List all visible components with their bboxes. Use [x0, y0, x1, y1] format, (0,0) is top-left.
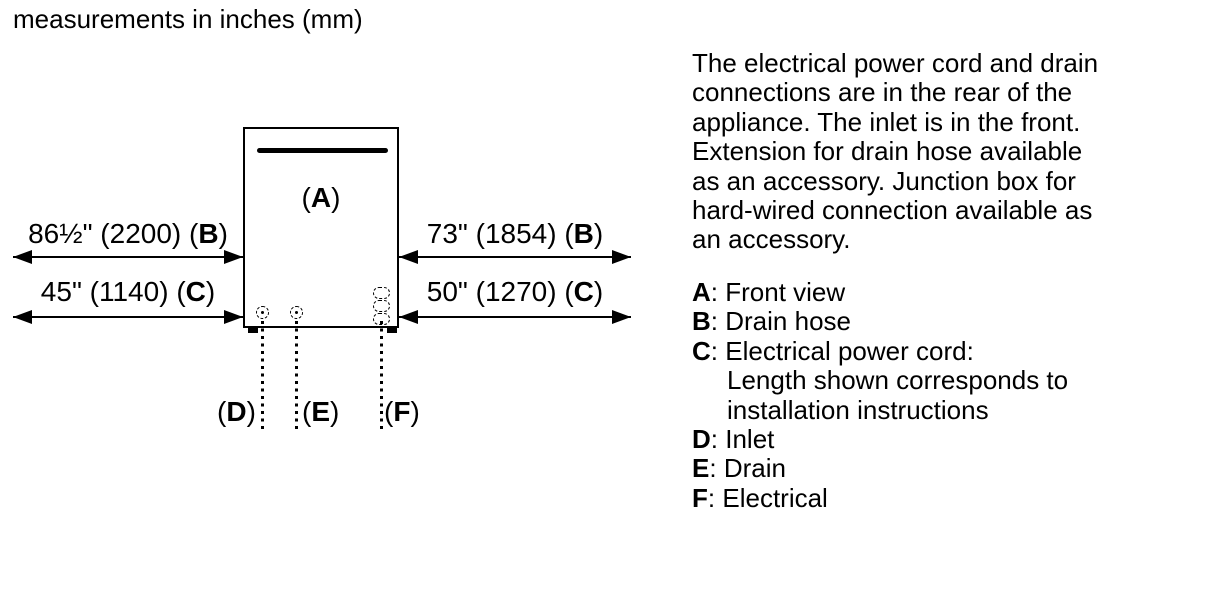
legend-item-d: [692, 425, 1068, 454]
appliance-label-a: [245, 182, 397, 214]
paren-close: ): [246, 396, 256, 427]
paren-close: ): [593, 218, 604, 249]
paren-close: ): [330, 396, 340, 427]
paren-open: (: [302, 396, 312, 427]
dimension-value: 73" (1854): [426, 218, 557, 249]
paren-open: (: [301, 182, 311, 213]
legend-key: A: [692, 277, 711, 307]
inlet-connector-dot: [261, 311, 264, 314]
note-line: an accessory.: [692, 224, 851, 255]
legend-key: F: [692, 482, 708, 513]
dimension-letter: C: [573, 276, 594, 307]
drain-connector-icon: [290, 306, 303, 319]
legend-text: Drain: [723, 453, 786, 484]
legend-key: B: [692, 306, 711, 337]
inlet-connector-icon: [256, 306, 269, 319]
legend-separator: :: [710, 424, 719, 455]
dimension-value: 45" (1140): [40, 276, 169, 307]
page-title: measurements in inches (mm): [13, 4, 363, 34]
inlet-dotted-line: [261, 321, 264, 433]
legend-item-c-continuation: installation instructions: [727, 394, 989, 425]
legend-separator: :: [709, 453, 717, 484]
legend-item-e: [692, 454, 1068, 483]
dimension-label-drain-hose-left: [13, 220, 243, 248]
legend-list: [692, 278, 1068, 513]
drain-dotted-line: [295, 321, 298, 433]
dimension-label-drain-hose-right: [399, 220, 631, 248]
note-line: The electrical power cord and drain: [692, 48, 1099, 78]
port-label-inlet: [217, 398, 256, 426]
legend-key: E: [692, 453, 710, 484]
note-line: as an accessory. Junction box for: [692, 165, 1076, 196]
paren-open: (: [189, 218, 199, 249]
paren-close: ): [331, 182, 341, 213]
paren-open: (: [564, 276, 574, 307]
dimension-value: 86½" (2200): [28, 218, 182, 249]
dimension-letter: B: [198, 218, 219, 249]
dimension-arrow-drain-hose-left: [13, 256, 243, 258]
legend-item-c-continuation: Length shown corresponds to: [727, 365, 1069, 396]
legend-item-b: [692, 307, 1068, 336]
electrical-dotted-line: [380, 321, 383, 433]
legend-separator: :: [710, 306, 719, 337]
paren-open: (: [176, 276, 186, 307]
note-line: appliance. The inlet is in the front.: [692, 106, 1081, 137]
paren-close: ): [205, 276, 216, 307]
dimension-arrow-drain-hose-right: [399, 256, 631, 258]
paren-close: ): [410, 396, 420, 427]
dimension-arrow-power-cord-right: [399, 316, 631, 318]
legend-separator: :: [710, 335, 719, 366]
note-line: Extension for drain hose available: [692, 136, 1083, 167]
dimension-label-power-cord-right: [399, 278, 631, 306]
port-label-drain: [302, 398, 339, 426]
port-letter: D: [226, 396, 247, 427]
note-paragraph: [692, 49, 1098, 255]
drain-connector-dot: [295, 311, 298, 314]
paren-close: ): [218, 218, 228, 249]
legend-separator: :: [707, 482, 716, 513]
paren-open: (: [384, 396, 394, 427]
legend-separator: :: [710, 277, 719, 307]
legend-text: Drain hose: [725, 306, 851, 337]
dimension-letter: C: [185, 276, 206, 307]
port-letter: F: [393, 396, 411, 427]
legend-item-f: [692, 484, 1068, 513]
note-line: connections are in the rear of the: [692, 77, 1073, 108]
appliance-foot-right: [387, 328, 397, 333]
door-handle-bar-icon: [257, 148, 388, 153]
port-label-electrical: [384, 398, 420, 426]
dimension-arrow-power-cord-left: [13, 316, 243, 318]
dimension-letter: B: [573, 218, 594, 249]
paren-close: ): [593, 276, 604, 307]
legend-key: C: [692, 335, 711, 366]
legend-text: Inlet: [725, 424, 775, 455]
legend-item-a: [692, 278, 1068, 307]
legend-text: Electrical power cord:: [725, 335, 974, 366]
dimension-value: 50" (1270): [426, 276, 557, 307]
legend-text: Front view: [725, 277, 846, 307]
appliance-letter: A: [310, 182, 332, 213]
port-letter: E: [311, 396, 331, 427]
paren-open: (: [217, 396, 227, 427]
dimension-label-power-cord-left: [13, 278, 243, 306]
legend-key: D: [692, 424, 711, 455]
legend-item-c: [692, 337, 1068, 366]
note-line: hard-wired connection available as: [692, 195, 1093, 226]
paren-open: (: [564, 218, 574, 249]
legend-text: Electrical: [722, 482, 828, 513]
appliance-foot-left: [248, 328, 258, 333]
